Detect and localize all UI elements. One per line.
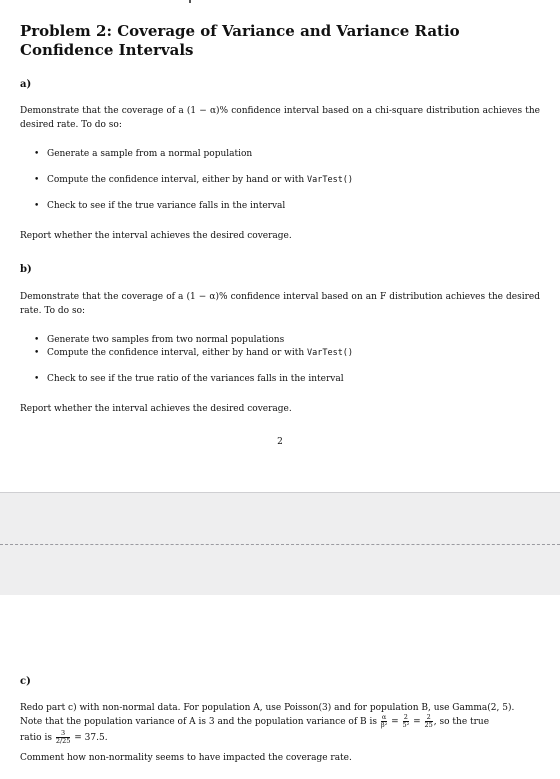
part-b-label: b) [20,264,32,275]
page-top-mark [189,0,191,3]
part-b-intro: Demonstrate that the coverage of a (1 − α)% confidence interval based on an F distribution achieves the desired rate. To do so: [20,292,540,316]
part-b-bullet-2: • Compute the confidence interval, either by hand or with VarTest() [34,348,354,358]
fraction-2-5: $\frac{2}{\text{5²}}$ [402,713,410,729]
page-break-line [0,544,560,545]
page-break-gap [0,492,560,596]
part-b-report: Report whether the interval achieves the desired coverage. [20,404,292,414]
part-a-bullet-1: • Generate a sample from a normal population [34,149,253,159]
part-a-report: Report whether the interval achieves the desired coverage. [20,231,292,241]
fraction-ratio: $\frac{3}{2/25}$ [55,729,71,745]
part-a-bullet-3: • Check to see if the true variance falls in the interval [34,201,286,211]
page-number: 2 [277,437,283,447]
part-b-bullet-1: • Generate two samples from two normal populations [34,335,285,345]
fraction-2-25: $\frac{2}{25}$ [424,713,433,729]
part-c-line-1: Redo part c) with non-normal data. For population A, use Poisson(3) and for population B, use Gamma(2, 5). [20,703,515,713]
fraction-alpha-beta: $\frac{\alpha}{\text{β²}}$ [380,713,388,729]
code-vartest: VarTest() [306,348,354,358]
part-c-label: c) [20,676,31,687]
part-c-line-2: Note that the population variance of A is 3 and the population variance of B is $\frac{\alpha}{\text{β²}}$ = $\frac{2}{\text{5²}}$ = $\frac{2}{25}$ , so the true [20,713,490,729]
part-a-intro: Demonstrate that the coverage of a (1 − α)% confidence interval based on a chi-square distribution achieves the desired rate. To do so: [20,106,540,130]
code-vartest: VarTest() [306,175,354,185]
part-b-bullet-3: • Check to see if the true ratio of the variances falls in the interval [34,374,344,384]
part-a-label: a) [20,79,32,90]
part-a-bullet-2: • Compute the confidence interval, either by hand or with VarTest() [34,175,354,185]
part-c-line-3: ratio is $\frac{3}{2/25}$ = 37.5. [20,729,108,745]
document-page-2 [0,595,560,779]
part-c-comment: Comment how non-normality seems to have impacted the coverage rate. [20,753,352,763]
problem-title: Problem 2: Coverage of Variance and Variance Ratio Confidence Intervals [20,22,460,59]
